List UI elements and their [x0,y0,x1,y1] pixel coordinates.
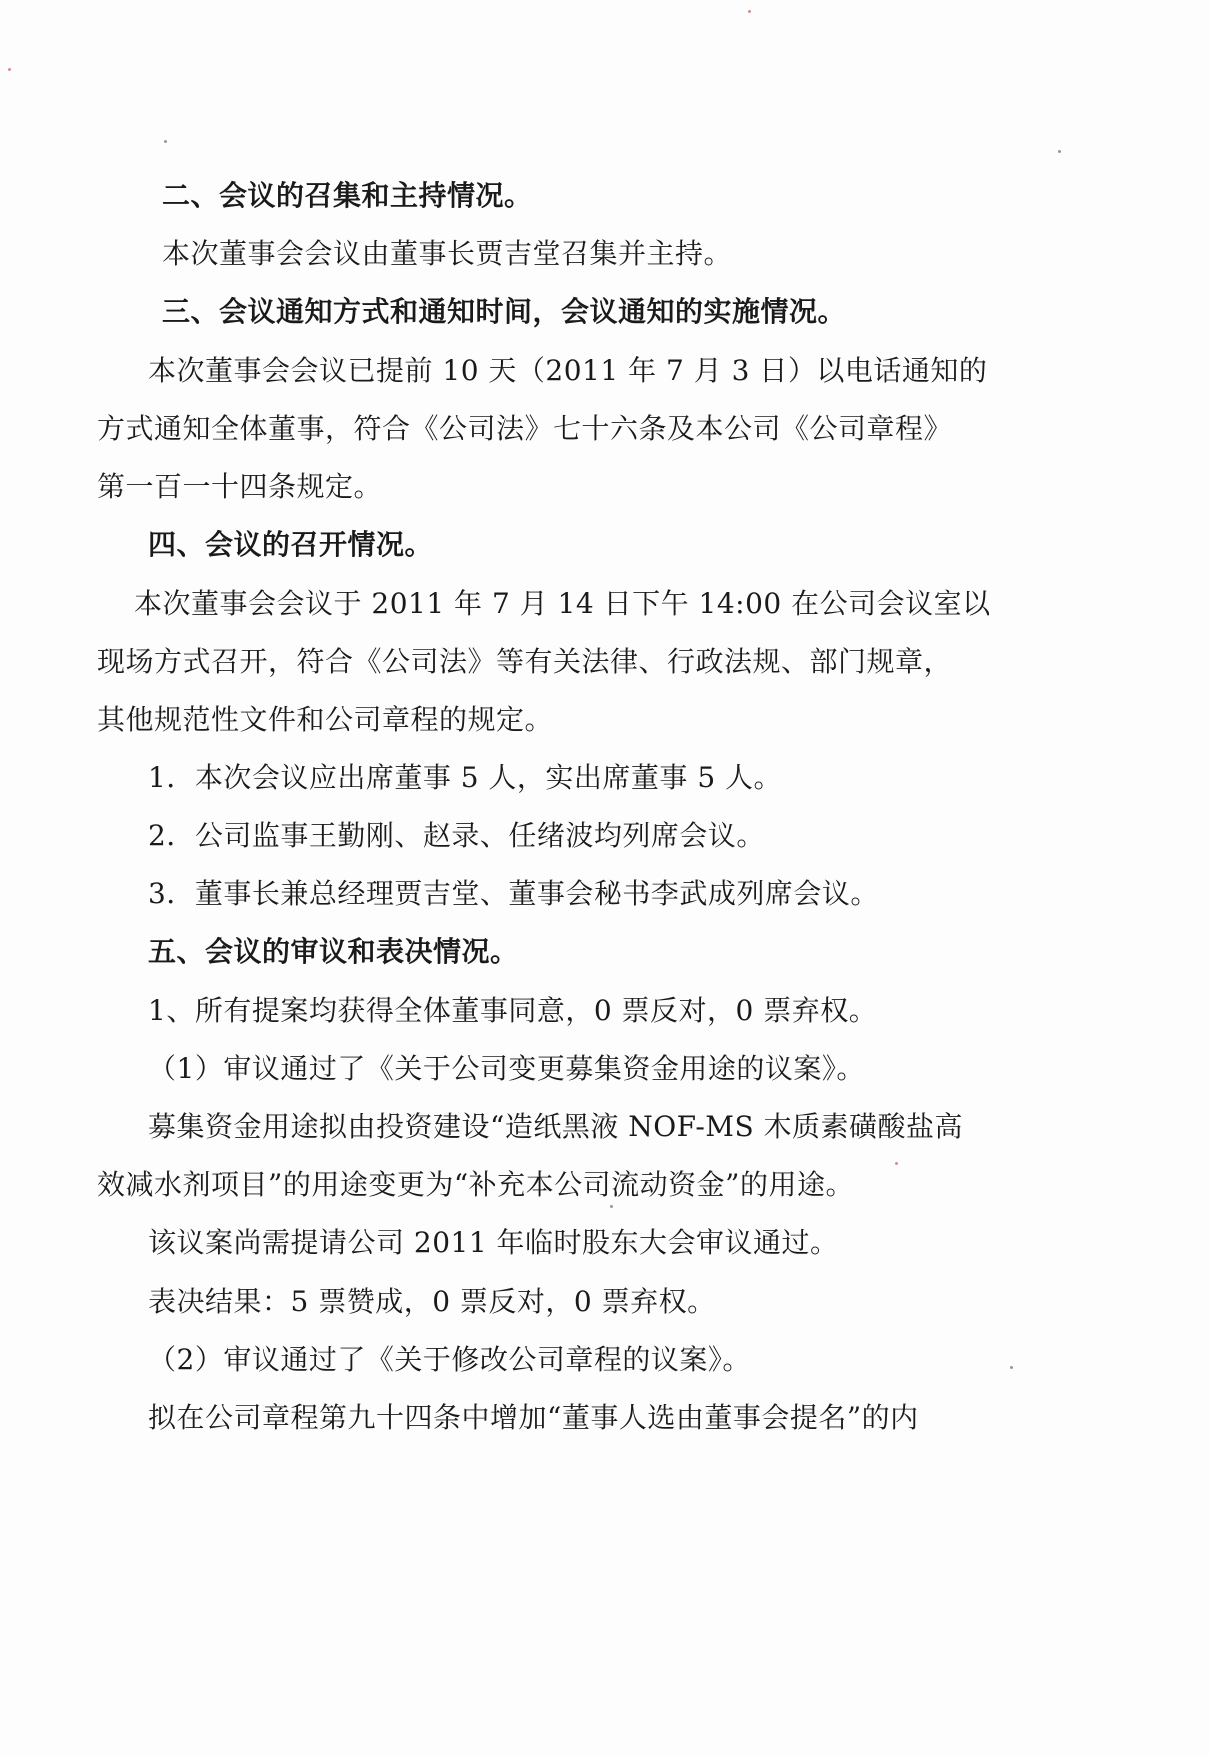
section-5-summary: 1、所有提案均获得全体董事同意，0 票反对，0 票弃权。 [148,994,878,1027]
scan-speck [1058,150,1061,153]
section-4-item-1: 1．本次会议应出席董事 5 人，实出席董事 5 人。 [148,761,783,794]
section-2-heading: 二、会议的召集和主持情况。 [162,179,533,212]
section-3-text-line-1: 本次董事会会议已提前 10 天（2011 年 7 月 3 日）以电话通知的 [148,354,988,387]
motion-1-result: 表决结果：5 票赞成，0 票反对，0 票弃权。 [148,1285,716,1318]
section-4-text-line-3: 其他规范性文件和公司章程的规定。 [97,703,554,736]
section-3-heading: 三、会议通知方式和通知时间，会议通知的实施情况。 [162,295,847,328]
section-4-item-3: 3．董事长兼总经理贾吉堂、董事会秘书李武成列席会议。 [148,877,879,910]
section-4-heading: 四、会议的召开情况。 [148,528,434,561]
scan-speck [895,1162,898,1165]
scan-speck [610,1205,613,1208]
motion-2-title: （2）审议通过了《关于修改公司章程的议案》。 [148,1343,751,1376]
motion-1-text-line-1: 募集资金用途拟由投资建设“造纸黑液 NOF-MS 木质素磺酸盐高 [148,1110,964,1143]
motion-2-text: 拟在公司章程第九十四条中增加“董事人选由董事会提名”的内 [148,1401,919,1434]
motion-1-title: （1）审议通过了《关于公司变更募集资金用途的议案》。 [148,1052,865,1085]
section-2-text: 本次董事会会议由董事长贾吉堂召集并主持。 [162,237,733,270]
section-4-text-line-2: 现场方式召开，符合《公司法》等有关法律、行政法规、部门规章， [97,645,953,678]
section-4-text-line-1: 本次董事会会议于 2011 年 7 月 14 日下午 14:00 在公司会议室以 [134,587,991,620]
section-5-heading: 五、会议的审议和表决情况。 [148,935,519,968]
motion-1-text-line-2: 效减水剂项目”的用途变更为“补充本公司流动资金”的用途。 [97,1168,854,1201]
scan-speck [1010,1366,1013,1369]
motion-1-note: 该议案尚需提请公司 2011 年临时股东大会审议通过。 [148,1226,839,1259]
scan-speck [164,140,167,143]
scan-speck [8,68,11,71]
section-3-text-line-2: 方式通知全体董事，符合《公司法》七十六条及本公司《公司章程》 [97,412,953,445]
section-4-item-2: 2．公司监事王勤刚、赵录、任绪波均列席会议。 [148,819,765,852]
section-3-text-line-3: 第一百一十四条规定。 [97,470,383,503]
scan-speck [748,10,751,13]
